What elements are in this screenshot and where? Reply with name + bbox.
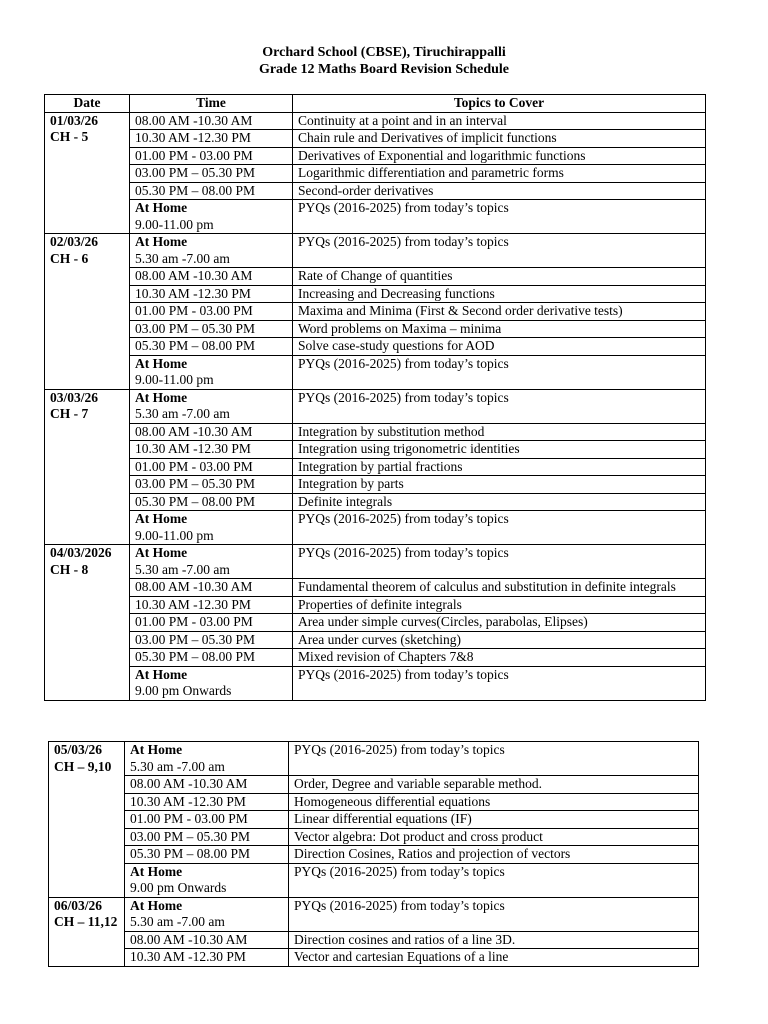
table-row [49,897,699,931]
table-row [49,949,699,967]
time-cell [130,476,293,494]
time-slot: 08.00 AM -10.30 AM [130,776,248,791]
topic-text: Logarithmic differentiation and parametric forms [298,165,564,180]
topic-cell [293,234,706,268]
topic-cell [293,476,706,494]
table-row [49,793,699,811]
topic-cell [293,112,706,130]
time-slot: 03.00 PM – 05.30 PM [135,165,256,180]
time-slot: 05.30 PM – 08.00 PM [135,338,256,353]
time-slot: 08.00 AM -10.30 AM [130,931,248,947]
time-slot: 10.30 AM -12.30 PM [135,130,251,145]
topic-text: Properties of definite integrals [298,596,462,612]
topic-text: PYQs (2016-2025) from today’s topics [298,200,509,215]
time-cell [130,631,293,649]
time-cell [130,112,293,130]
topic-cell [289,949,699,967]
topic-cell [293,666,706,700]
topic-cell [293,458,706,476]
date-label: 04/03/2026 [50,545,112,560]
time-cell [125,776,289,794]
time-slot: 10.30 AM -12.30 PM [135,596,251,612]
table-row [49,828,699,846]
table-row [45,320,706,338]
topic-text: Derivatives of Exponential and logarithmic functions [298,147,586,163]
date-label: 06/03/26 [54,897,103,913]
topic-cell [293,579,706,597]
time-slot: 9.00-11.00 pm [135,527,214,543]
topic-text: PYQs (2016-2025) from today’s topics [298,511,509,526]
table-row [49,863,699,897]
time-cell [125,811,289,829]
time-cell [130,441,293,459]
table-row [45,614,706,632]
topic-cell [293,338,706,356]
table-row [45,545,706,579]
time-cell [125,828,289,846]
time-cell [130,649,293,667]
schedule-table-1 [44,94,706,701]
date-column-header: Date [45,95,130,113]
topic-cell [289,793,699,811]
time-slot: 08.00 AM -10.30 AM [135,579,253,594]
topic-text: Solve case-study questions for AOD [298,338,495,353]
time-slot: 03.00 PM – 05.30 PM [135,476,256,491]
date-label: 03/03/26 [50,389,99,405]
time-cell [130,303,293,321]
topic-cell [293,423,706,441]
time-slot: 08.00 AM -10.30 AM [135,268,253,283]
date-label: 05/03/26 [54,742,103,757]
topic-cell [289,811,699,829]
topic-text: PYQs (2016-2025) from today’s topics [294,897,505,913]
topic-text: Maxima and Minima (First & Second order derivative tests) [298,303,623,318]
table-row [45,493,706,511]
school-title: Orchard School (CBSE), Tiruchirappalli [262,45,506,60]
time-slot: 03.00 PM – 05.30 PM [130,828,251,844]
table-row [45,268,706,286]
table-row [45,147,706,165]
time-cell [130,423,293,441]
date-cell [45,545,130,701]
time-cell [125,863,289,897]
topic-text: PYQs (2016-2025) from today’s topics [298,389,509,405]
table-row [45,165,706,183]
time-cell [125,793,289,811]
topic-cell [293,441,706,459]
table-row [45,234,706,268]
table-row [45,666,706,700]
table-row [45,200,706,234]
table-row [45,423,706,441]
time-cell [125,897,289,931]
topic-text: PYQs (2016-2025) from today’s topics [294,742,505,757]
topic-cell [293,355,706,389]
topic-text: Integration by partial fractions [298,458,463,474]
topic-text: PYQs (2016-2025) from today’s topics [298,666,509,682]
topic-cell [293,303,706,321]
at-home-label: At Home [130,742,183,757]
time-slot: 08.00 AM -10.30 AM [135,112,253,128]
topic-text: Increasing and Decreasing functions [298,285,495,301]
time-slot: 05.30 PM – 08.00 PM [135,493,256,509]
time-cell [130,285,293,303]
at-home-label: At Home [135,355,188,371]
topic-text: PYQs (2016-2025) from today’s topics [298,234,509,249]
time-slot: 10.30 AM -12.30 PM [135,441,251,456]
chapter-label: CH – 11,12 [54,914,118,929]
topic-cell [293,147,706,165]
time-column-header: Time [130,95,293,113]
date-cell [49,742,125,898]
time-cell [130,389,293,423]
table-row [45,338,706,356]
table-row [45,112,706,130]
topic-cell [293,285,706,303]
time-cell [130,458,293,476]
date-cell [45,389,130,545]
table-row [45,476,706,494]
topic-text: Area under simple curves(Circles, parabolas, Elipses) [298,614,588,629]
time-cell [125,742,289,776]
chapter-label: CH - 8 [50,561,89,577]
time-cell [125,846,289,864]
time-slot: 5.30 am -7.00 am [135,561,230,577]
time-cell [130,130,293,148]
topic-text: Homogeneous differential equations [294,793,491,809]
time-slot: 5.30 am -7.00 am [135,406,230,421]
topic-cell [293,182,706,200]
table-row [49,742,699,776]
topic-text: Direction cosines and ratios of a line 3D. [294,931,516,947]
topic-text: Direction Cosines, Ratios and projection of vectors [294,846,571,861]
time-cell [130,579,293,597]
schedule-body-1 [45,112,706,700]
date-cell [49,897,125,966]
topic-cell [293,268,706,286]
topic-text: Linear differential equations (IF) [294,811,472,826]
table-row [45,631,706,649]
at-home-label: At Home [135,545,188,560]
topic-cell [293,631,706,649]
date-cell [45,112,130,234]
time-slot: 01.00 PM - 03.00 PM [135,614,253,629]
time-cell [130,545,293,579]
schedule-table-2 [48,741,699,967]
time-cell [130,165,293,183]
table-row [45,355,706,389]
time-cell [130,493,293,511]
topic-text: Continuity at a point and in an interval [298,112,507,128]
topic-text: Integration using trigonometric identities [298,441,520,456]
time-slot: 01.00 PM - 03.00 PM [130,811,248,826]
topic-text: Vector and cartesian Equations of a line [294,949,509,964]
table-header-row [45,95,706,113]
at-home-label: At Home [135,200,188,215]
chapter-label: CH – 9,10 [54,758,112,774]
table-row [45,458,706,476]
date-cell [45,234,130,390]
topic-text: Definite integrals [298,493,393,509]
topic-cell [293,320,706,338]
schedule-title: Grade 12 Maths Board Revision Schedule [258,62,510,77]
time-slot: 03.00 PM – 05.30 PM [135,631,256,647]
time-slot: 9.00 pm Onwards [130,880,227,895]
table-row [45,182,706,200]
time-cell [130,147,293,165]
time-slot: 08.00 AM -10.30 AM [135,423,253,439]
topic-text: Area under curves (sketching) [298,631,462,647]
topic-text: PYQs (2016-2025) from today’s topics [298,355,509,371]
at-home-label: At Home [130,863,183,879]
topic-cell [289,742,699,776]
time-slot: 05.30 PM – 08.00 PM [135,649,256,664]
time-cell [130,596,293,614]
date-label: 02/03/26 [50,234,99,249]
time-slot: 5.30 am -7.00 am [130,758,225,774]
time-slot: 9.00-11.00 pm [135,216,214,232]
topic-text: Integration by parts [298,476,404,491]
topic-cell [289,931,699,949]
chapter-label: CH - 6 [50,250,89,266]
topic-cell [289,846,699,864]
table-row [45,579,706,597]
table-row [49,846,699,864]
table-row [45,441,706,459]
date-label: 01/03/26 [50,112,99,128]
topic-text: PYQs (2016-2025) from today’s topics [298,545,509,560]
topic-cell [293,649,706,667]
topic-cell [293,493,706,511]
table-row [45,389,706,423]
topic-text: Integration by substitution method [298,423,485,439]
topic-text: Word problems on Maxima – minima [298,320,502,336]
topic-cell [293,596,706,614]
time-cell [130,355,293,389]
topic-text: PYQs (2016-2025) from today’s topics [294,863,505,879]
time-slot: 10.30 AM -12.30 PM [130,949,246,964]
time-slot: 5.30 am -7.00 am [135,250,230,266]
at-home-label: At Home [130,897,183,913]
time-cell [130,234,293,268]
time-cell [130,182,293,200]
time-slot: 9.00-11.00 pm [135,372,214,387]
time-cell [130,338,293,356]
topic-cell [293,614,706,632]
time-cell [130,200,293,234]
at-home-label: At Home [135,234,188,249]
time-slot: 05.30 PM – 08.00 PM [130,846,251,861]
chapter-label: CH - 7 [50,406,89,421]
topic-cell [289,897,699,931]
table-row [49,811,699,829]
time-cell [130,511,293,545]
topic-text: Fundamental theorem of calculus and substitution in definite integrals [298,579,676,594]
topic-cell [289,776,699,794]
time-slot: 01.00 PM - 03.00 PM [135,458,253,474]
table-row [45,649,706,667]
topic-cell [293,165,706,183]
at-home-label: At Home [135,389,188,405]
topic-cell [293,545,706,579]
topic-text: Vector algebra: Dot product and cross product [294,828,543,844]
time-slot: 10.30 AM -12.30 PM [130,793,246,809]
table-row [45,130,706,148]
topics-column-header: Topics to Cover [293,95,706,113]
topic-cell [293,200,706,234]
time-cell [130,614,293,632]
time-cell [130,320,293,338]
time-cell [130,268,293,286]
table-row [49,931,699,949]
topic-text: Mixed revision of Chapters 7&8 [298,649,474,664]
at-home-label: At Home [135,666,188,682]
table-row [45,511,706,545]
table-row [49,776,699,794]
time-cell [125,931,289,949]
time-slot: 9.00 pm Onwards [135,683,232,698]
schedule-body-2 [49,742,699,967]
table-row [45,303,706,321]
topic-text: Rate of Change of quantities [298,268,453,283]
time-cell [125,949,289,967]
at-home-label: At Home [135,511,188,526]
table-row [45,596,706,614]
topic-cell [289,863,699,897]
table-row [45,285,706,303]
time-cell [130,666,293,700]
topic-cell [293,130,706,148]
time-slot: 03.00 PM – 05.30 PM [135,320,256,336]
chapter-label: CH - 5 [50,129,89,144]
topic-text: Chain rule and Derivatives of implicit functions [298,130,557,145]
time-slot: 5.30 am -7.00 am [130,914,225,929]
topic-cell [293,511,706,545]
topic-cell [293,389,706,423]
time-slot: 01.00 PM - 03.00 PM [135,147,253,163]
time-slot: 01.00 PM - 03.00 PM [135,303,253,318]
time-slot: 05.30 PM – 08.00 PM [135,182,256,198]
topic-text: Second-order derivatives [298,182,434,198]
topic-cell [289,828,699,846]
time-slot: 10.30 AM -12.30 PM [135,285,251,301]
topic-text: Order, Degree and variable separable method. [294,776,542,791]
